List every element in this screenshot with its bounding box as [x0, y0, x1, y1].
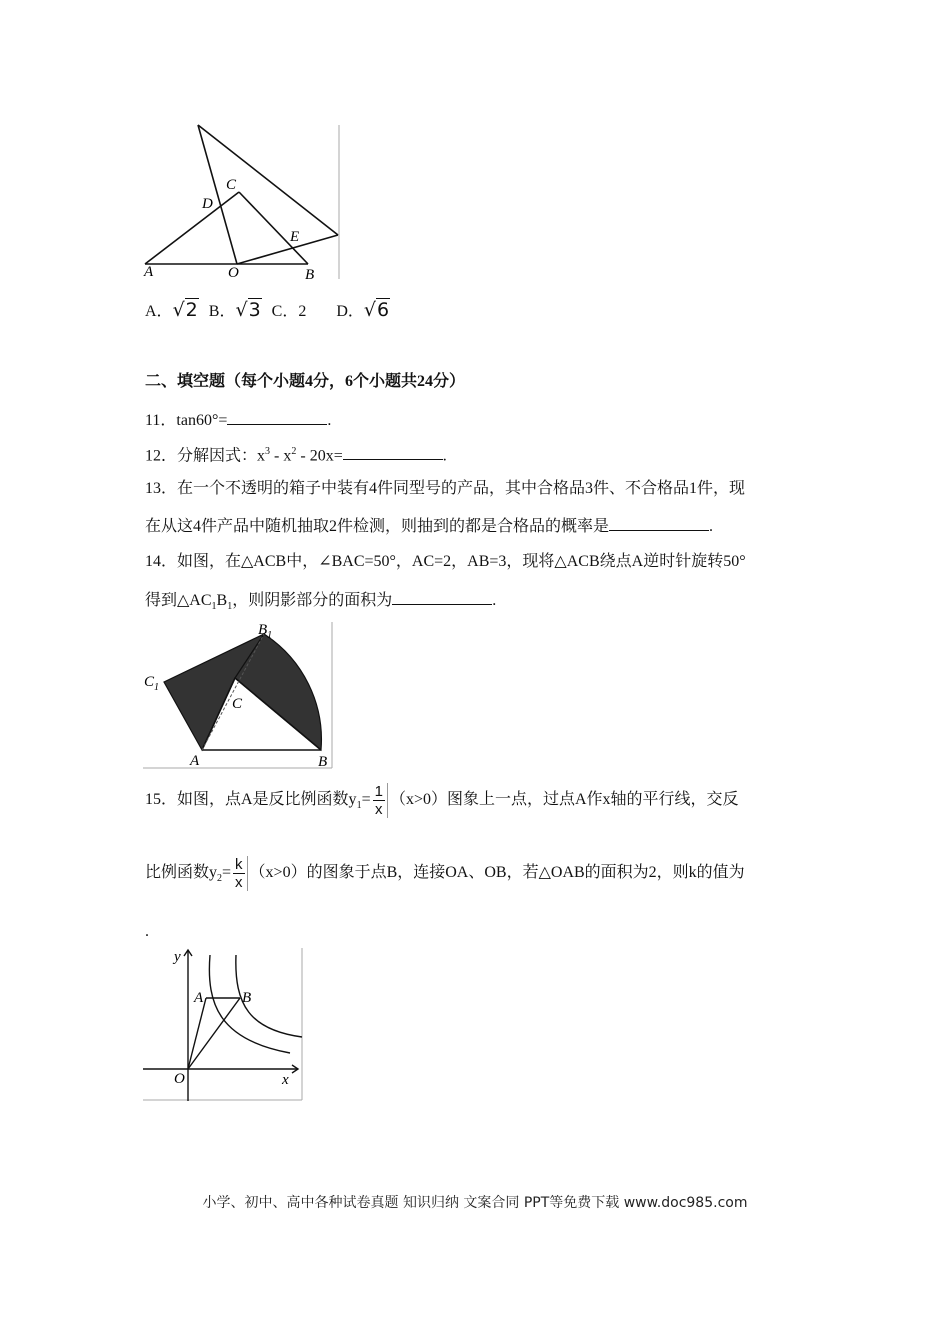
page-footer: 小学、初中、高中各种试卷真题 知识归纳 文案合同 PPT等免费下载 www.doc985.com — [202, 1195, 748, 1211]
q15-text-d: （x>0）的图象于点B，连接OA、OB，若△OAB的面积为2，则k的值为 — [249, 864, 745, 881]
q15-text-b: （x>0）图象上一点，过点A作x轴的平行线，交反 — [389, 791, 739, 808]
label-y: y — [174, 949, 181, 965]
shaded-triangle — [164, 634, 264, 750]
q11-answer-blank[interactable] — [227, 410, 327, 425]
label-a: A — [144, 264, 154, 280]
segment-ob — [188, 998, 240, 1069]
question-15-line3: . — [145, 923, 149, 940]
label-x: x — [282, 1072, 289, 1088]
fraction-1-over-x: $\frac{1}{x}$ — [373, 783, 388, 818]
label-a: A — [190, 753, 200, 769]
section-title: 二、填空题（每个小题4分，6个小题共24分） — [145, 373, 466, 390]
label-a: A — [194, 990, 204, 1006]
q11-text: tan60°= — [176, 412, 228, 429]
q13-answer-blank[interactable] — [609, 516, 709, 531]
question-13-line1: 13．在一个不透明的箱子中装有4件同型号的产品，其中合格品3件、不合格品1件，现 — [145, 480, 746, 497]
label-d: D — [202, 196, 213, 212]
q13-end: . — [709, 518, 714, 535]
question-14-line1: 14．如图，在△ACB中，∠BAC=50°，AC=2，AB=3，现将△ACB绕点A逆时针旋转50° — [145, 553, 746, 570]
q10-options — [145, 300, 390, 322]
question-15-line1 — [145, 780, 739, 826]
label-b: B — [305, 267, 315, 282]
figure-q10 — [140, 122, 345, 282]
option-a-sqrt: √2 — [172, 299, 198, 321]
label-b1: $B_1$ — [258, 622, 273, 641]
q13-text: 在从这4件产品中随机抽取2件检测，则抽到的都是合格品的概率是 — [145, 518, 610, 535]
option-d-label: D． — [336, 303, 364, 320]
q12-text-b: - x — [270, 447, 292, 465]
label-e: E — [290, 229, 300, 245]
q11-number: 11． — [145, 412, 177, 429]
q12-text-a: 分解因式：x — [177, 447, 266, 465]
question-14-line2 — [145, 590, 496, 617]
fraction-k-over-x: $\frac{k}{x}$ — [233, 856, 248, 891]
q12-sup2: 2 — [291, 446, 297, 457]
label-c: C — [226, 177, 237, 193]
segment-ac — [145, 192, 239, 264]
option-b-label: B． — [208, 303, 236, 320]
q14-text-a: 得到△AC — [145, 592, 212, 609]
q14-text-c: ，则阴影部分的面积为 — [232, 592, 393, 609]
label-b: B — [242, 990, 252, 1006]
question-13-line2 — [145, 516, 713, 537]
q12-answer-blank[interactable] — [343, 445, 443, 460]
q15-text-c: 比例函数y — [145, 864, 218, 881]
q12-text-c: - 20x= — [296, 447, 343, 465]
option-c: C．2 — [271, 303, 307, 320]
segment-top-right — [198, 125, 338, 235]
label-c: C — [232, 696, 243, 712]
question-15-line2 — [145, 853, 745, 899]
figure-q14 — [140, 620, 335, 770]
q14-answer-blank[interactable] — [392, 590, 492, 605]
q14-sub2: 1 — [227, 601, 233, 613]
question-11 — [145, 410, 331, 431]
segment-top-o — [198, 125, 237, 264]
q14-text-b: B — [216, 592, 228, 609]
q14-sub1: 1 — [211, 601, 217, 613]
q15-sub1: 1 — [356, 800, 362, 812]
option-a-label: A． — [145, 303, 173, 320]
label-o: O — [174, 1071, 185, 1087]
q14-end: . — [492, 592, 497, 609]
q15-text-a: 15．如图，点A是反比例函数y — [145, 791, 357, 808]
label-o: O — [228, 265, 239, 281]
option-d-sqrt: √6 — [363, 299, 390, 321]
label-c1: $C_1$ — [144, 674, 160, 693]
option-b-sqrt: √3 — [235, 299, 261, 321]
question-12 — [145, 442, 447, 466]
q15-eq2: = — [222, 864, 232, 881]
q15-sub2: 2 — [217, 873, 223, 885]
q12-end: . — [442, 447, 447, 465]
label-b: B — [318, 754, 328, 770]
q11-end: . — [327, 412, 332, 429]
figure-q15 — [140, 945, 305, 1103]
segment-oa — [188, 998, 206, 1069]
q12-number: 12． — [145, 447, 178, 465]
segment-o-right — [237, 235, 338, 264]
q12-sup3: 3 — [265, 446, 271, 457]
q15-eq1: = — [361, 791, 371, 808]
